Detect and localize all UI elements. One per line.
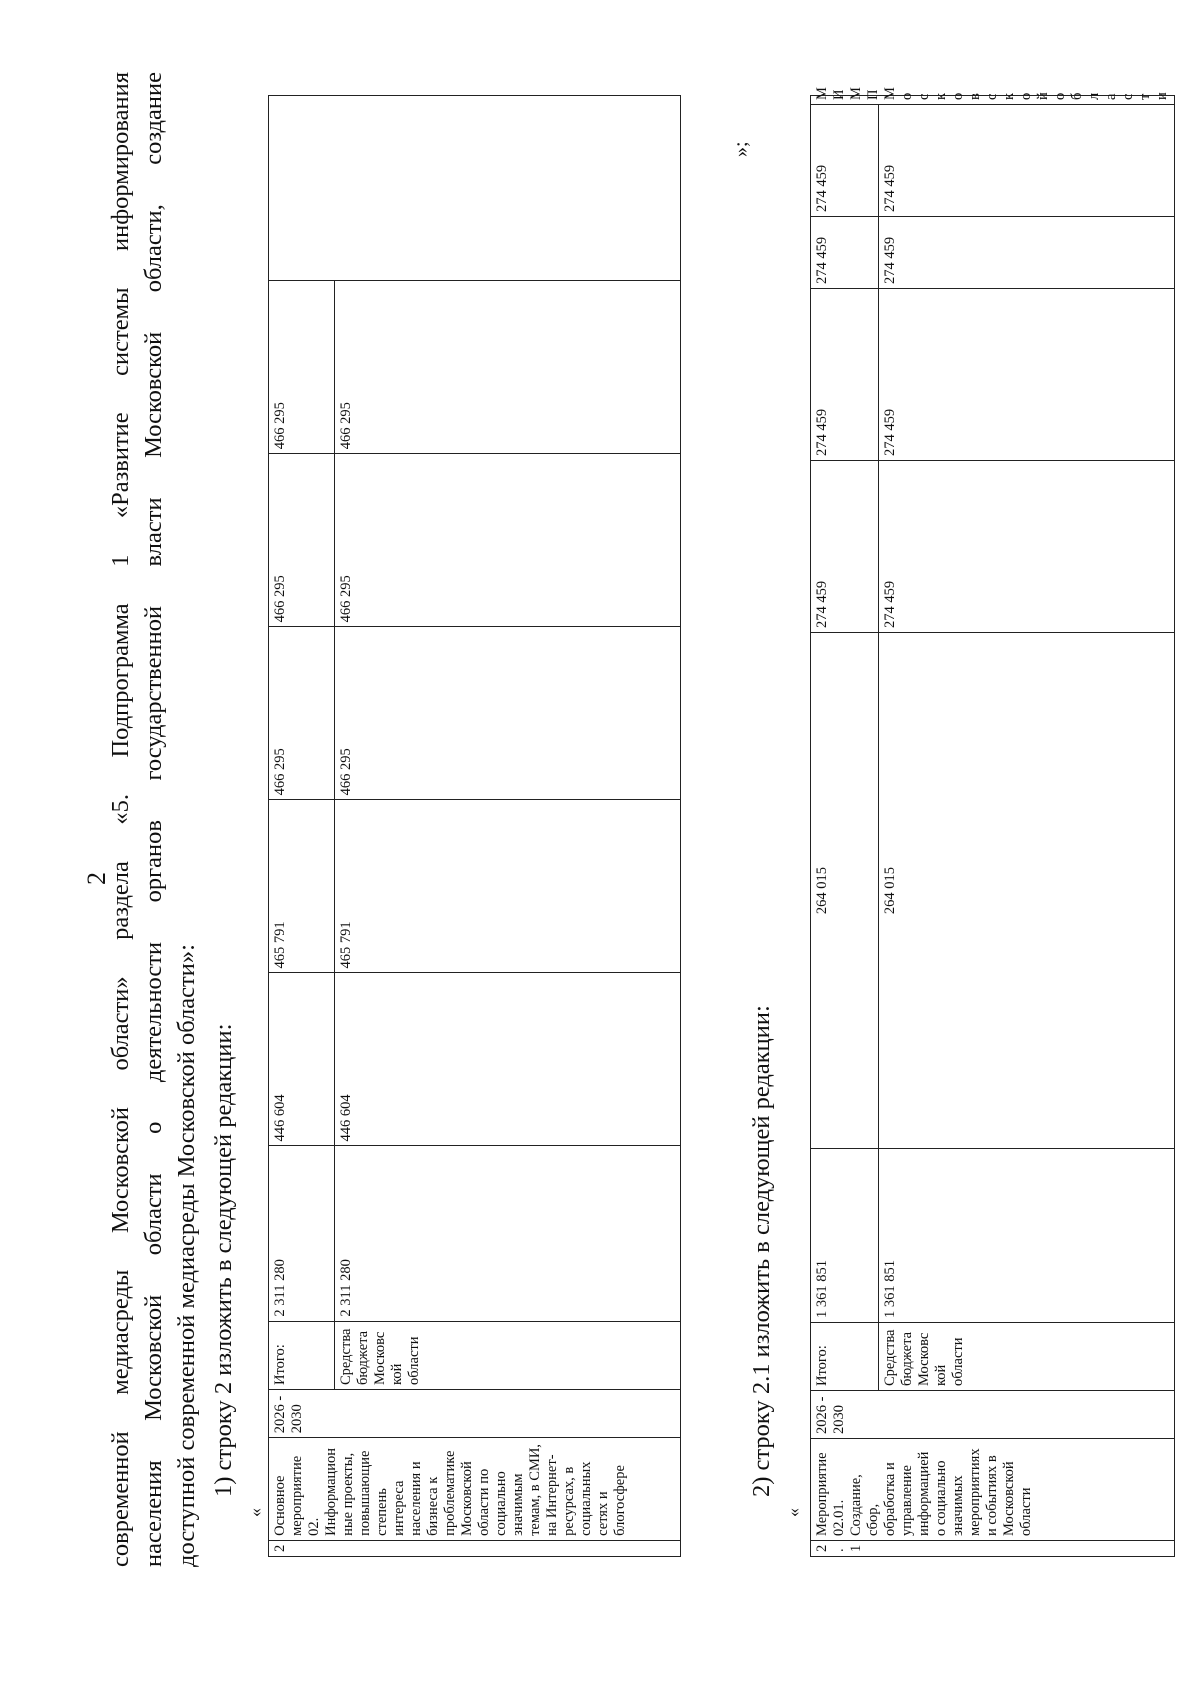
measure-name: Основное мероприятие 02. Информационные проекты, повышающие степень интереса населения и бизнеса к проблематике Московской области по социально значимым темам, в СМИ, на Интернет-ресурсах, в социальных сетях и блогосфере — [269, 1438, 681, 1541]
total-label: Итого: — [811, 1323, 879, 1391]
source-value: 466 295 — [335, 454, 681, 627]
opening-quote-2: « — [783, 1508, 803, 1517]
total-value: 274 459 — [811, 216, 879, 288]
total-label: Итого: — [269, 1321, 335, 1389]
source-value: 274 459 — [879, 104, 1175, 216]
source-value: 274 459 — [879, 460, 1175, 632]
period: 2026 - 2030 — [811, 1391, 1175, 1439]
item-1-heading: 1) строку 2 изложить в следующей редакции: — [210, 1023, 237, 1497]
source-value: 446 604 — [335, 973, 681, 1146]
source-value: 465 791 — [335, 800, 681, 973]
measure-name: Мероприятие 02.01. Создание, сбор, обработка и управление информацией о социально значимых мероприятиях и событиях в Московской области — [811, 1439, 1175, 1541]
intro-line-3: доступной современной медиасреды Московской области»: — [173, 944, 200, 1567]
intro-line-2: населения Московской области о деятельности органов государственной власти Московской области, создание — [140, 72, 167, 1567]
source-value: 264 015 — [879, 632, 1175, 1148]
table-row — [879, 96, 1175, 1557]
total-value: 465 791 — [269, 800, 335, 973]
source-value: 466 295 — [335, 627, 681, 800]
intro-paragraph — [104, 72, 203, 1567]
total-value: 274 459 — [811, 460, 879, 632]
table-row — [811, 96, 879, 1557]
source-value: 274 459 — [879, 216, 1175, 288]
source-value: 2 311 280 — [335, 1146, 681, 1321]
item-2-heading: 2) строку 2.1 изложить в следующей редакции: — [748, 1005, 775, 1497]
page-number: 2 — [82, 872, 111, 885]
total-value: 466 295 — [269, 627, 335, 800]
closing-quote-1: »; — [730, 141, 752, 157]
row-number: 2 — [269, 1540, 681, 1556]
total-value: 446 604 — [269, 973, 335, 1146]
table-row — [335, 96, 681, 1557]
funding-source: Средства бюджета Московской области — [879, 1323, 1175, 1391]
table-row — [269, 96, 335, 1557]
intro-line-1: современной медиасреды Московской области» раздела «5. Подпрограмма 1 «Развитие системы информирования — [107, 72, 134, 1567]
source-value: 466 295 — [335, 281, 681, 454]
row-number: 2.1 — [811, 1541, 1175, 1557]
executor — [269, 96, 681, 281]
opening-quote-1: « — [245, 1508, 265, 1517]
total-value: 466 295 — [269, 281, 335, 454]
funding-source: Средства бюджета Московской области — [335, 1321, 681, 1389]
total-value: 274 459 — [811, 288, 879, 460]
total-value: 274 459 — [811, 104, 879, 216]
table-row-2-1 — [810, 87, 1175, 1557]
executor: МИМП Московской области — [811, 96, 1175, 105]
source-value: 274 459 — [879, 288, 1175, 460]
total-value: 1 361 851 — [811, 1149, 879, 1323]
source-value: 1 361 851 — [879, 1149, 1175, 1323]
period: 2026 - 2030 — [269, 1389, 681, 1437]
total-value: 466 295 — [269, 454, 335, 627]
total-value: 264 015 — [811, 632, 879, 1148]
total-value: 2 311 280 — [269, 1146, 335, 1321]
table-row-2 — [268, 95, 681, 1557]
